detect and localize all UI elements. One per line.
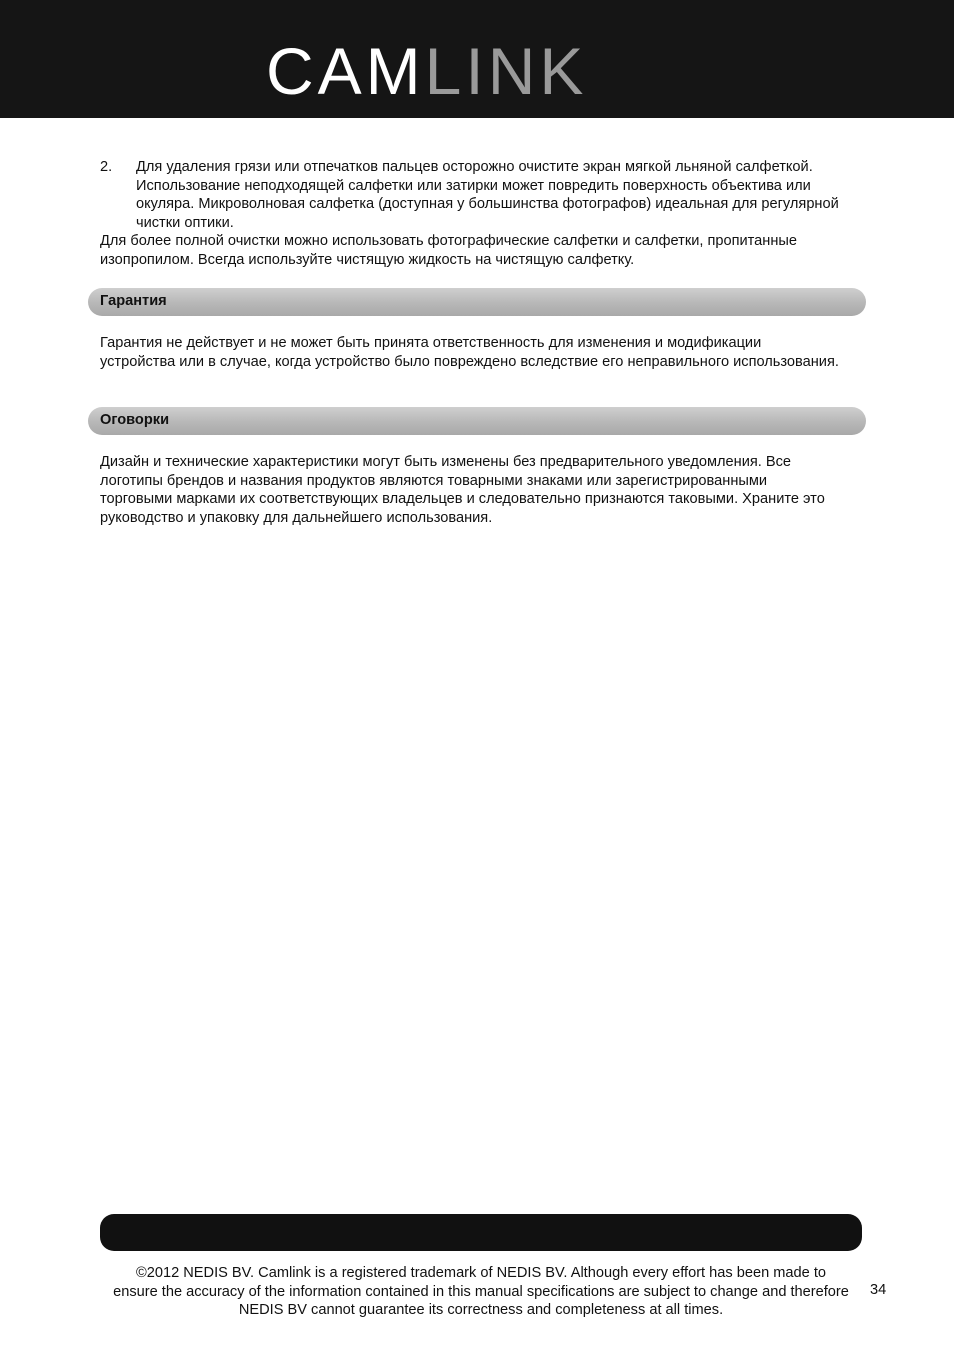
logo-text — [266, 36, 587, 98]
footer-bar — [100, 1214, 862, 1251]
section-heading-disclaimer — [88, 407, 866, 435]
footer-copyright: ©2012 NEDIS BV. Camlink is a registered trademark of NEDIS BV. Although every effort has been made to ensure the accuracy of the information contained in this manual specifications are subject to change and therefore NEDIS BV cannot guarantee its correctness and completeness at all times. — [113, 1265, 849, 1319]
logo-text-link: LINK — [424, 36, 588, 98]
warranty-text: Гарантия не действует и не может быть принята ответственность для изменения и модификации устройства или в случае, когда устройство было повреждено вследствие его неправильного использования. — [100, 335, 839, 370]
section-heading-text: Оговорки — [100, 412, 170, 428]
numbered-item — [100, 158, 840, 232]
camlink-logo — [266, 36, 728, 98]
page-number: 34 — [870, 1282, 887, 1298]
item-text: Для удаления грязи или отпечатков пальцев осторожно очистите экран мягкой льняной салфеткой. Использование неподходящей салфетки или затирки может повредить поверхность объектива или окуляра. Микроволновая салфетка (доступная у большинства фотографов) идеальная для регулярной чистки оптики. — [136, 159, 839, 231]
item-number: 2. — [100, 159, 113, 175]
logo-text-cam: CAM — [266, 36, 425, 98]
cleaning-paragraph: Для более полной очистки можно использовать фотографические салфетки и салфетки, пропитанные изопропилом. Всегда используйте чистящую жидкость на чистящую салфетку. — [100, 233, 798, 268]
section-heading-text: Гарантия — [100, 293, 167, 309]
page-header — [0, 0, 954, 118]
section-heading-warranty — [88, 288, 866, 316]
cleaning-section — [100, 158, 840, 270]
disclaimer-text: Дизайн и технические характеристики могут быть изменены без предварительного уведомления. Все логотипы брендов и названия продуктов являются товарными знаками или зарегистрированными торговыми марками их соответствующих владельцев и следовательно признаются таковыми. Храните это руководство и упаковку для дальнейшего использования. — [100, 454, 825, 526]
